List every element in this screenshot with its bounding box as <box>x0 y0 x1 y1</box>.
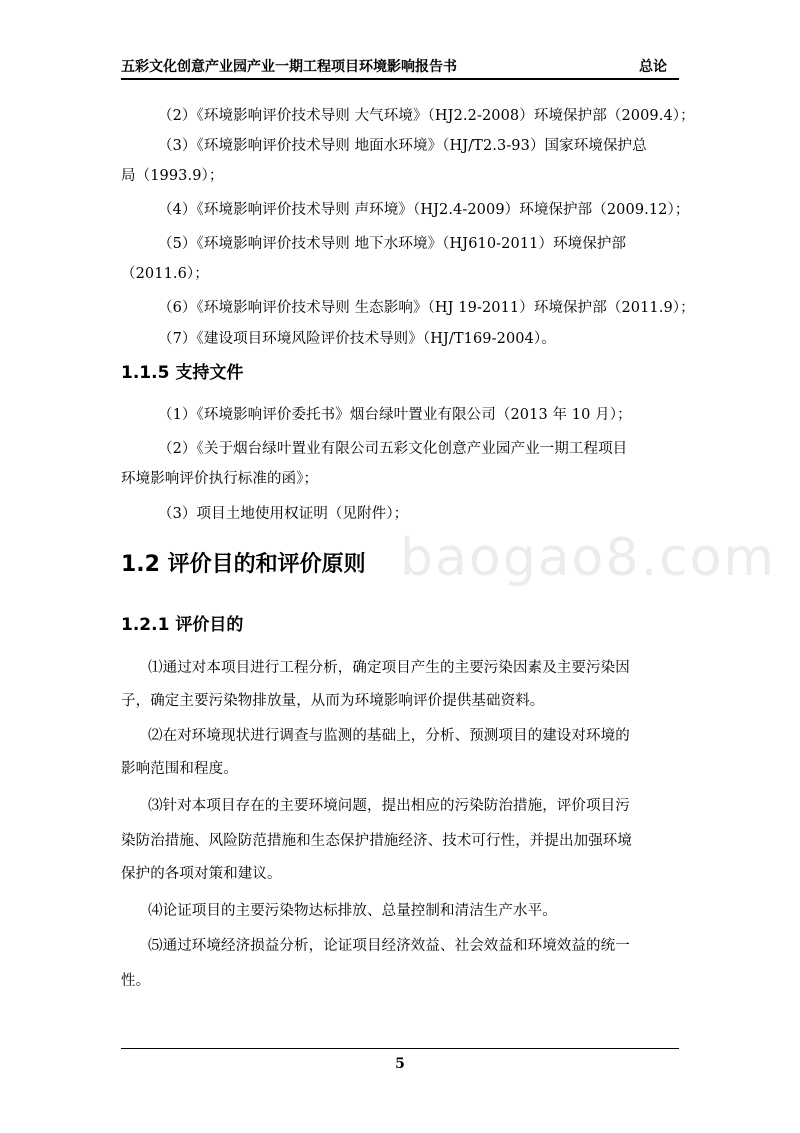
footer-rule <box>121 1048 679 1049</box>
heading-support-documents: 1.1.5 支持文件 <box>121 363 244 383</box>
text-line: 影响范围和程度。 <box>121 761 238 777</box>
text-line: （2）《关于烟台绿叶置业有限公司五彩文化创意产业园产业一期工程项目 <box>158 441 628 457</box>
text-line: 环境影响评价执行标准的函》； <box>121 471 319 487</box>
text-line: （3）《环境影响评价技术导则 地面水环境》（HJ/T2.3-93）国家环境保护总 <box>158 138 647 154</box>
text-line: ⑴通过对本项目进行工程分析，确定项目产生的主要污染因素及主要污染因 <box>148 660 630 676</box>
text-line: （3）项目土地使用权证明（见附件）； <box>158 506 409 522</box>
heading-evaluation-purpose-principles: 1.2 评价目的和评价原则 <box>121 552 366 577</box>
heading-evaluation-purpose: 1.2.1 评价目的 <box>121 615 244 635</box>
report-title: 五彩文化创意产业园产业一期工程项目环境影响报告书 <box>121 59 457 75</box>
text-line: ⑵在对环境现状进行调查与监测的基础上，分析、预测项目的建设对环境的 <box>148 728 630 744</box>
text-line: ⑸通过环境经济损益分析，论证项目经济效益、社会效益和环境效益的统一 <box>148 938 630 954</box>
text-line: （1）《环境影响评价委托书》烟台绿叶置业有限公司（2013 年 10 月）； <box>158 407 632 423</box>
text-line: 子，确定主要污染物排放量，从而为环境影响评价提供基础资料。 <box>121 693 545 709</box>
section-label: 总论 <box>639 59 667 75</box>
text-line: 局（1993.9）； <box>121 168 224 184</box>
text-line: （4）《环境影响评价技术导则 声环境》（HJ2.4-2009）环境保护部（2009.12）； <box>158 202 690 218</box>
text-line: 保护的各项对策和建议。 <box>121 866 282 882</box>
text-line: （5）《环境影响评价技术导则 地下水环境》（HJ610-2011）环境保护部 <box>158 236 627 252</box>
text-line: 性。 <box>121 973 151 989</box>
text-line: （2011.6）； <box>121 266 209 282</box>
text-line: 染防治措施、风险防范措施和生态保护措施经济、技术可行性，并提出加强环境 <box>121 833 632 849</box>
page-header <box>121 56 679 80</box>
text-line: ⑶针对本项目存在的主要环境问题，提出相应的污染防治措施，评价项目污 <box>148 798 630 814</box>
watermark: baogao8.com <box>400 528 777 588</box>
text-line: （2）《环境影响评价技术导则 大气环境》（HJ2.2-2008）环境保护部（2009.4）； <box>158 108 695 124</box>
text-line: （6）《环境影响评价技术导则 生态影响》（HJ 19-2011）环境保护部（2011.9）； <box>158 300 695 316</box>
text-line: （7）《建设项目环境风险评价技术导则》（HJ/T169-2004）。 <box>158 331 556 347</box>
page-number: 5 <box>395 1056 405 1072</box>
text-line: ⑷论证项目的主要污染物达标排放、总量控制和清洁生产水平。 <box>148 903 557 919</box>
